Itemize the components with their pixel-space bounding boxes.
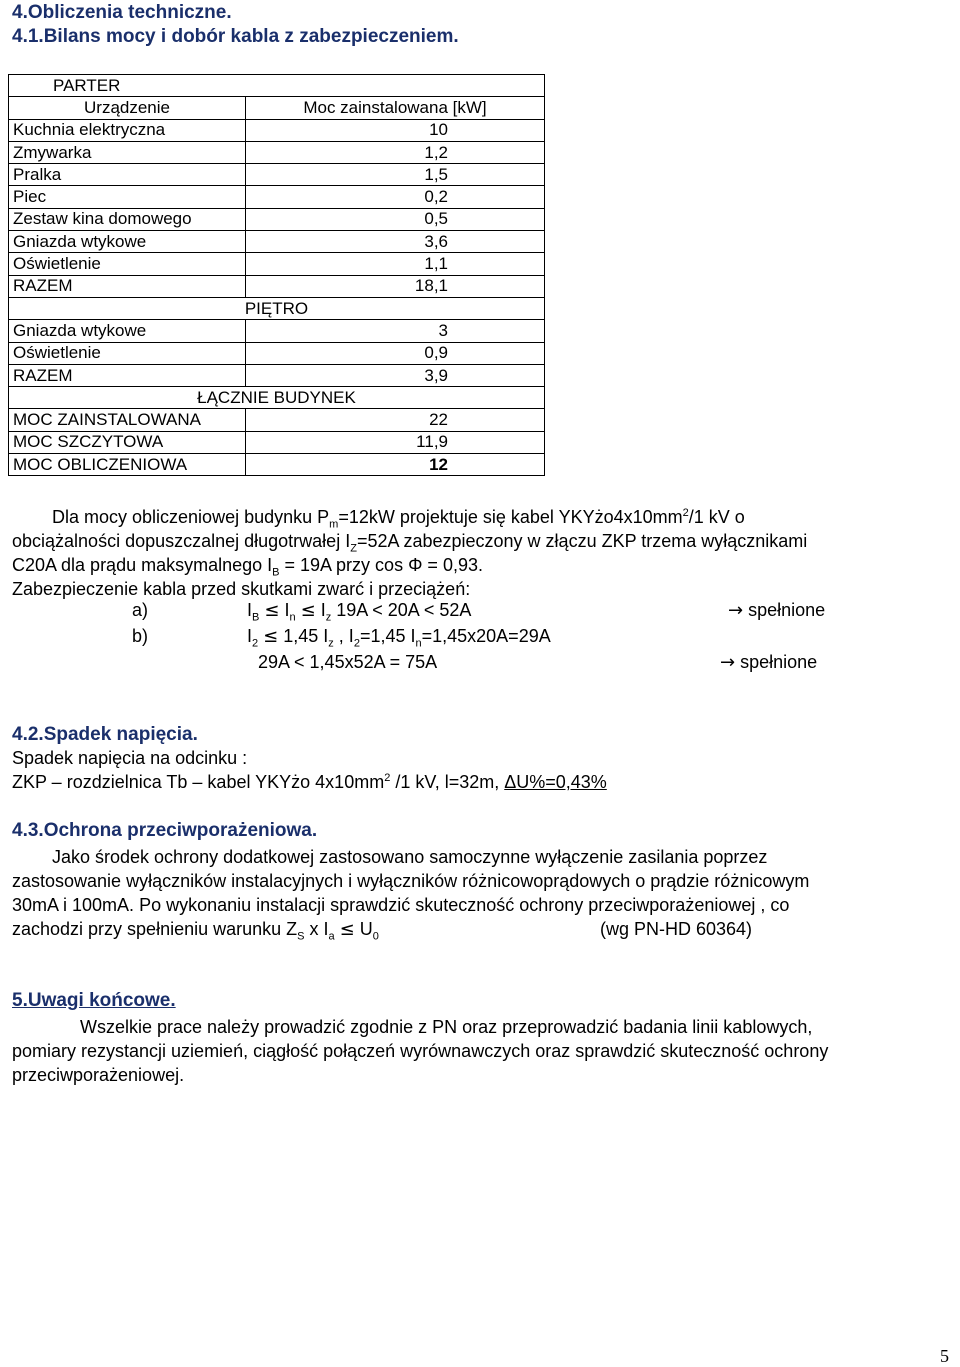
row-name: Oświetlenie <box>9 253 246 275</box>
row-value: 10 <box>246 119 545 141</box>
voltage-drop-intro: Spadek napięcia na odcinku : <box>12 748 248 768</box>
final-remarks-paragraph <box>12 1015 948 1087</box>
pietro-label: PIĘTRO <box>9 297 545 319</box>
row-name: RAZEM <box>9 364 246 386</box>
text-line: Dla mocy obliczeniowej budynku $P_m=12kW$ projektuje się kabel $YKYżo4x10mm^2/1$ kV o <box>52 507 745 531</box>
table-header-row <box>9 97 545 119</box>
section-4-2-title: 4.2.Spadek napięcia. <box>12 724 198 745</box>
page-number: 5 <box>940 1346 949 1366</box>
table-row <box>9 231 545 253</box>
row-value: 3,9 <box>246 364 545 386</box>
condition-b-result: → spełnione <box>720 652 818 673</box>
condition-b-formula: $I_2 \le 1,45$ $I_z$ , $I_2=1,45$ $I_n=1,45x20A=29A$ <box>247 626 551 650</box>
condition-a-formula: $I_B \le I_n \le I_z$ 19A < 20A < 52A <box>247 600 472 624</box>
standard-reference: (wg PN-HD 60364) <box>600 919 753 939</box>
arrow-right-icon: → <box>728 600 744 621</box>
table-row <box>9 364 545 386</box>
table-row <box>9 342 545 364</box>
table-row <box>9 275 545 297</box>
row-value: 0,5 <box>246 208 545 230</box>
col-header-device: Urządzenie <box>9 97 246 119</box>
arrow-right-icon: → <box>720 652 736 673</box>
section-4-1-title: 4.1.Bilans mocy i dobór kabla z zabezpieczeniem. <box>12 26 459 47</box>
section-5-title: 5.Uwagi końcowe. <box>12 990 176 1011</box>
text-line: zastosowanie wyłączników instalacyjnych i wyłączników różnicowoprądowych o prądzie różnicowym <box>12 871 810 891</box>
row-value: 1,1 <box>246 253 545 275</box>
condition-b-check: 29A < 1,45x52A = 75A <box>258 652 438 672</box>
row-value: 0,2 <box>246 186 545 208</box>
text-line: zachodzi przy spełnieniu warunku $Z_S$ x $I_a \le U_0$ (wg PN-HD 60364) <box>12 919 753 943</box>
text-line: pomiary rezystancji uziemień, ciągłość połączeń wyrównawczych oraz sprawdzić skuteczność ochrony <box>12 1041 829 1061</box>
row-name: Gniazda wtykowe <box>9 231 246 253</box>
text-line: C20A dla prądu maksymalnego $I_B = 19A$ przy cos Φ = 0,93. <box>12 555 483 579</box>
table-row <box>9 119 545 141</box>
row-value: 1,5 <box>246 164 545 186</box>
condition-b-label: b) <box>132 626 149 646</box>
table-section-row <box>9 387 545 409</box>
cable-selection-paragraph <box>12 505 948 601</box>
table-row <box>9 253 545 275</box>
table-row <box>9 320 545 342</box>
row-name: MOC SZCZYTOWA <box>9 431 246 453</box>
row-value: 18,1 <box>246 275 545 297</box>
text-line: Zabezpieczenie kabla przed skutkami zwarć i przeciążeń: <box>12 579 471 599</box>
power-balance-table <box>8 74 545 476</box>
row-name: Zestaw kina domowego <box>9 208 246 230</box>
row-name: RAZEM <box>9 275 246 297</box>
section-4-3-title: 4.3.Ochrona przeciwporażeniowa. <box>12 820 318 841</box>
row-name: Oświetlenie <box>9 342 246 364</box>
section-4-title: 4.Obliczenia techniczne. <box>12 2 232 23</box>
text-line: Jako środek ochrony dodatkowej zastosowano samoczynne wyłączenie zasilania poprzez <box>52 847 768 867</box>
table-row <box>9 208 545 230</box>
row-name: Piec <box>9 186 246 208</box>
row-value: 22 <box>246 409 545 431</box>
table-row <box>9 164 545 186</box>
parter-label: PARTER <box>9 75 545 97</box>
voltage-drop-value: ZKP – rozdzielnica Tb – kabel YKYżo $4x10mm^2$ /1 kV, l=32m, ΔU%=0,43% <box>12 772 607 792</box>
table-row <box>9 141 545 163</box>
table-section-row <box>9 75 545 97</box>
table-row <box>9 431 545 453</box>
total-building-label: ŁĄCZNIE BUDYNEK <box>9 387 545 409</box>
row-name: Pralka <box>9 164 246 186</box>
row-name: Kuchnia elektryczna <box>9 119 246 141</box>
row-value: 3,6 <box>246 231 545 253</box>
row-value: 0,9 <box>246 342 545 364</box>
row-value: 12 <box>246 454 545 476</box>
table-section-row <box>9 297 545 319</box>
text-line: obciążalności dopuszczalnej długotrwałej $I_Z=52A$ zabezpieczony w złączu ZKP trzema wyłącznikami <box>12 531 808 555</box>
condition-a-label: a) <box>132 600 149 620</box>
text-line: 30mA i 100mA. Po wykonaniu instalacji sprawdzić skuteczność ochrony przeciwporażeniowej , co <box>12 895 790 915</box>
condition-a-result: → spełnione <box>728 600 826 621</box>
row-name: MOC ZAINSTALOWANA <box>9 409 246 431</box>
col-header-power: Moc zainstalowana [kW] <box>246 97 545 119</box>
row-value: 1,2 <box>246 141 545 163</box>
row-name: Gniazda wtykowe <box>9 320 246 342</box>
row-value: 11,9 <box>246 431 545 453</box>
row-name: Zmywarka <box>9 141 246 163</box>
row-value: 3 <box>246 320 545 342</box>
table-row <box>9 454 545 476</box>
table-row <box>9 186 545 208</box>
protection-paragraph <box>12 845 948 942</box>
row-name: MOC OBLICZENIOWA <box>9 454 246 476</box>
text-line: Wszelkie prace należy prowadzić zgodnie z PN oraz przeprowadzić badania linii kablowych, <box>80 1017 813 1037</box>
table-row <box>9 409 545 431</box>
text-line: przeciwporażeniowej. <box>12 1065 185 1085</box>
